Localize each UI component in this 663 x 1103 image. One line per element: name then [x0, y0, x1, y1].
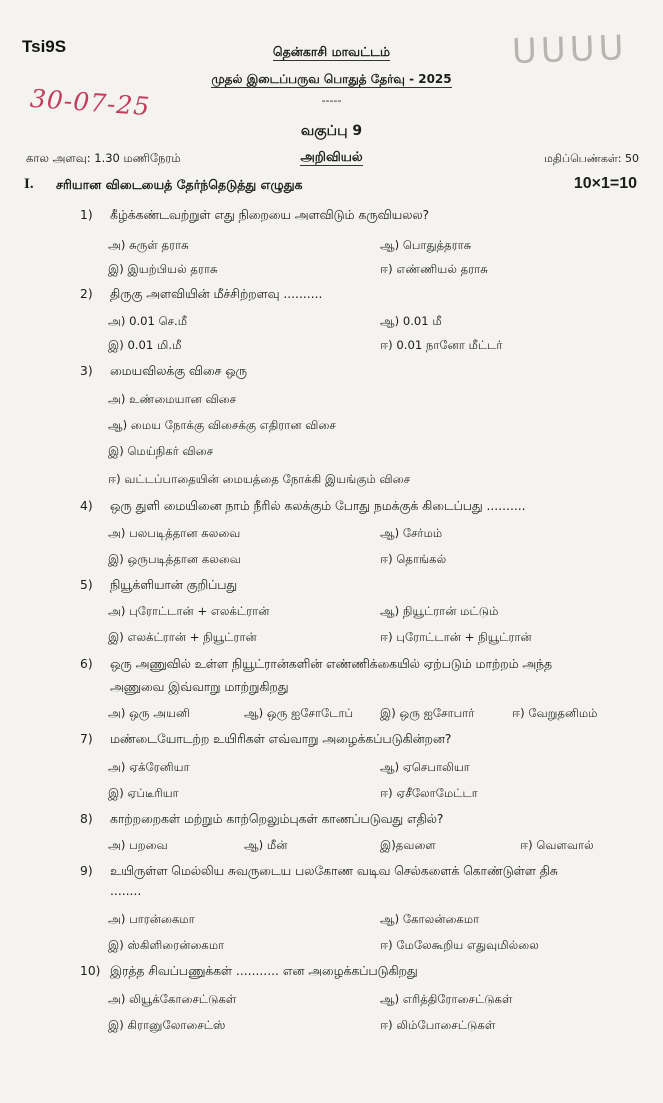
option-c: இ) ஒருபடித்தான கலவை [108, 552, 241, 566]
question-text: உயிருள்ள மெல்லிய சுவருடைய பலகோண வடிவ செல்களைக் கொண்டுள்ள திசு [110, 864, 558, 878]
question-number: 6) [80, 657, 93, 671]
question-text-cont: ........ [110, 884, 142, 898]
section-marks: 10×1=10 [573, 175, 637, 192]
question-number: 1) [80, 208, 93, 222]
option-a: அ) பறவை [108, 838, 168, 852]
option-a: அ) லியூக்கோசைட்டுகள் [108, 992, 237, 1006]
handwritten-mark: ᑌᑌᑌᑌ [511, 27, 629, 73]
time-duration: கால அளவு: 1.30 மணிநேரம் [26, 151, 181, 165]
question-number: 5) [80, 578, 93, 592]
paper-code: Tsi9S [22, 37, 67, 56]
option-a: அ) ஏக்ரேனியா [108, 760, 190, 774]
question-number: 7) [80, 732, 93, 746]
option-b: ஆ) மீன் [244, 838, 288, 852]
option-a: அ) ஒரு அயனி [108, 706, 190, 720]
question-number: 9) [80, 864, 93, 878]
option-b: ஆ) எரித்திரோசைட்டுகள் [380, 992, 513, 1006]
option-d: ஈ) லிம்போசைட்டுகள் [380, 1018, 496, 1032]
option-c: இ) கிரானுலோசைட்ஸ் [108, 1018, 226, 1032]
option-c: இ) ஸ்கிளிரைன்கைமா [108, 938, 225, 952]
question-number: 2) [80, 287, 93, 301]
option-b: ஆ) சேர்மம் [380, 526, 443, 540]
section-number: I. [24, 176, 34, 192]
option-d: ஈ) வேறுதனிமம் [512, 706, 598, 720]
question-text: நியூக்ளியான் குறிப்பது [110, 578, 238, 592]
option-c: இ) 0.01 மி.மீ [108, 338, 182, 352]
question-text: திருகு அளவியின் மீச்சிற்றளவு .......... [110, 287, 323, 301]
option-c: இ) எலக்ட்ரான் + நியூட்ரான் [108, 630, 257, 644]
option-d: ஈ) தொங்கல் [380, 552, 447, 566]
question-text: கீழ்க்கண்டவற்றுள் எது நிறையை அளவிடும் கருவியலல? [110, 208, 430, 222]
option-b: ஆ) பொதுத்தராசு [380, 238, 472, 252]
option-c: இ) ஏப்டீரியா [108, 786, 179, 800]
option-d: ஈ) 0.01 நானோ மீட்டர் [380, 338, 503, 352]
question-number: 4) [80, 499, 93, 513]
option-d: ஈ) புரோட்டான் + நியூட்ரான் [380, 630, 532, 644]
handwritten-date: 30-07-25 [29, 83, 152, 122]
exam-title: முதல் இடைப்பருவ பொதுத் தேர்வு - 2025 [211, 72, 452, 86]
class-label: வகுப்பு 9 [300, 123, 363, 139]
district-title: தென்காசி மாவட்டம் [272, 44, 391, 59]
option-b: ஆ) கோலன்கைமா [380, 912, 480, 926]
option-d: ஈ) வௌவால் [520, 838, 594, 852]
question-number: 8) [80, 812, 93, 826]
option-a: அ) பலபடித்தான கலவை [108, 526, 241, 540]
option-d: ஈ) ஏசீலோமேட்டா [380, 786, 478, 800]
option-d: ஈ) மேலேகூறிய எதுவுமில்லை [380, 938, 539, 952]
option-b: ஆ) ஒரு ஐசோடோப் [244, 706, 354, 720]
subject-title: அறிவியல் [300, 150, 363, 165]
question-text: மண்டையோடற்ற உயிரிகள் எவ்வாறு அழைக்கப்படுகின்றன? [110, 732, 452, 746]
option-a: அ) சுருள் தராசு [108, 238, 189, 252]
option-a: அ) 0.01 செ.மீ [108, 314, 188, 328]
question-number: 3) [80, 364, 93, 378]
option-b: ஆ) ஏசெபாலியா [380, 760, 470, 774]
option-c: இ) மெய்நிகர் விசை [108, 444, 214, 458]
option-a: அ) புரோட்டான் + எலக்ட்ரான் [108, 604, 270, 618]
option-a: அ) உண்மையான விசை [108, 392, 237, 406]
separator: ----- [321, 94, 342, 107]
max-marks: மதிப்பெண்கள்: 50 [544, 152, 639, 165]
option-b: ஆ) நியூட்ரான் மட்டும் [380, 604, 499, 618]
option-d: ஈ) எண்ணியல் தராசு [380, 262, 488, 276]
option-b: ஆ) 0.01 மீ [380, 314, 442, 328]
question-text: இரத்த சிவப்பணுக்கள் ........... என அழைக்கப்படுகிறது [110, 964, 418, 978]
question-number: 10) [80, 964, 101, 978]
option-c: இ) ஒரு ஐசோபார் [380, 706, 475, 720]
section-instruction: சரியான விடையைத் தேர்ந்தெடுத்து எழுதுக [56, 177, 303, 192]
question-text: ஒரு துளி மையினை நாம் நீரில் கலக்கும் போது நமக்குக் கிடைப்பது .......... [110, 499, 526, 513]
option-d: ஈ) வட்டப்பாதையின் மையத்தை நோக்கி இயங்கும் விசை [108, 472, 411, 486]
question-text: மையவிலக்கு விசை ஒரு [110, 364, 247, 378]
option-a: அ) பாரன்கைமா [108, 912, 195, 926]
question-text: காற்றறைகள் மற்றும் காற்றெலும்புகள் காணப்படுவது எதில்? [110, 812, 444, 826]
option-c: இ)தவளை [380, 838, 436, 852]
question-text-cont: அணுவை இவ்வாறு மாற்றுகிறது [110, 680, 289, 694]
option-c: இ) இயற்பியல் தராசு [108, 262, 218, 276]
option-b: ஆ) மைய நோக்கு விசைக்கு எதிரான விசை [108, 418, 336, 432]
question-text: ஒரு அணுவில் உள்ள நியூட்ரான்களின் எண்ணிக்கையில் ஏற்படும் மாற்றம் அந்த [110, 657, 552, 671]
